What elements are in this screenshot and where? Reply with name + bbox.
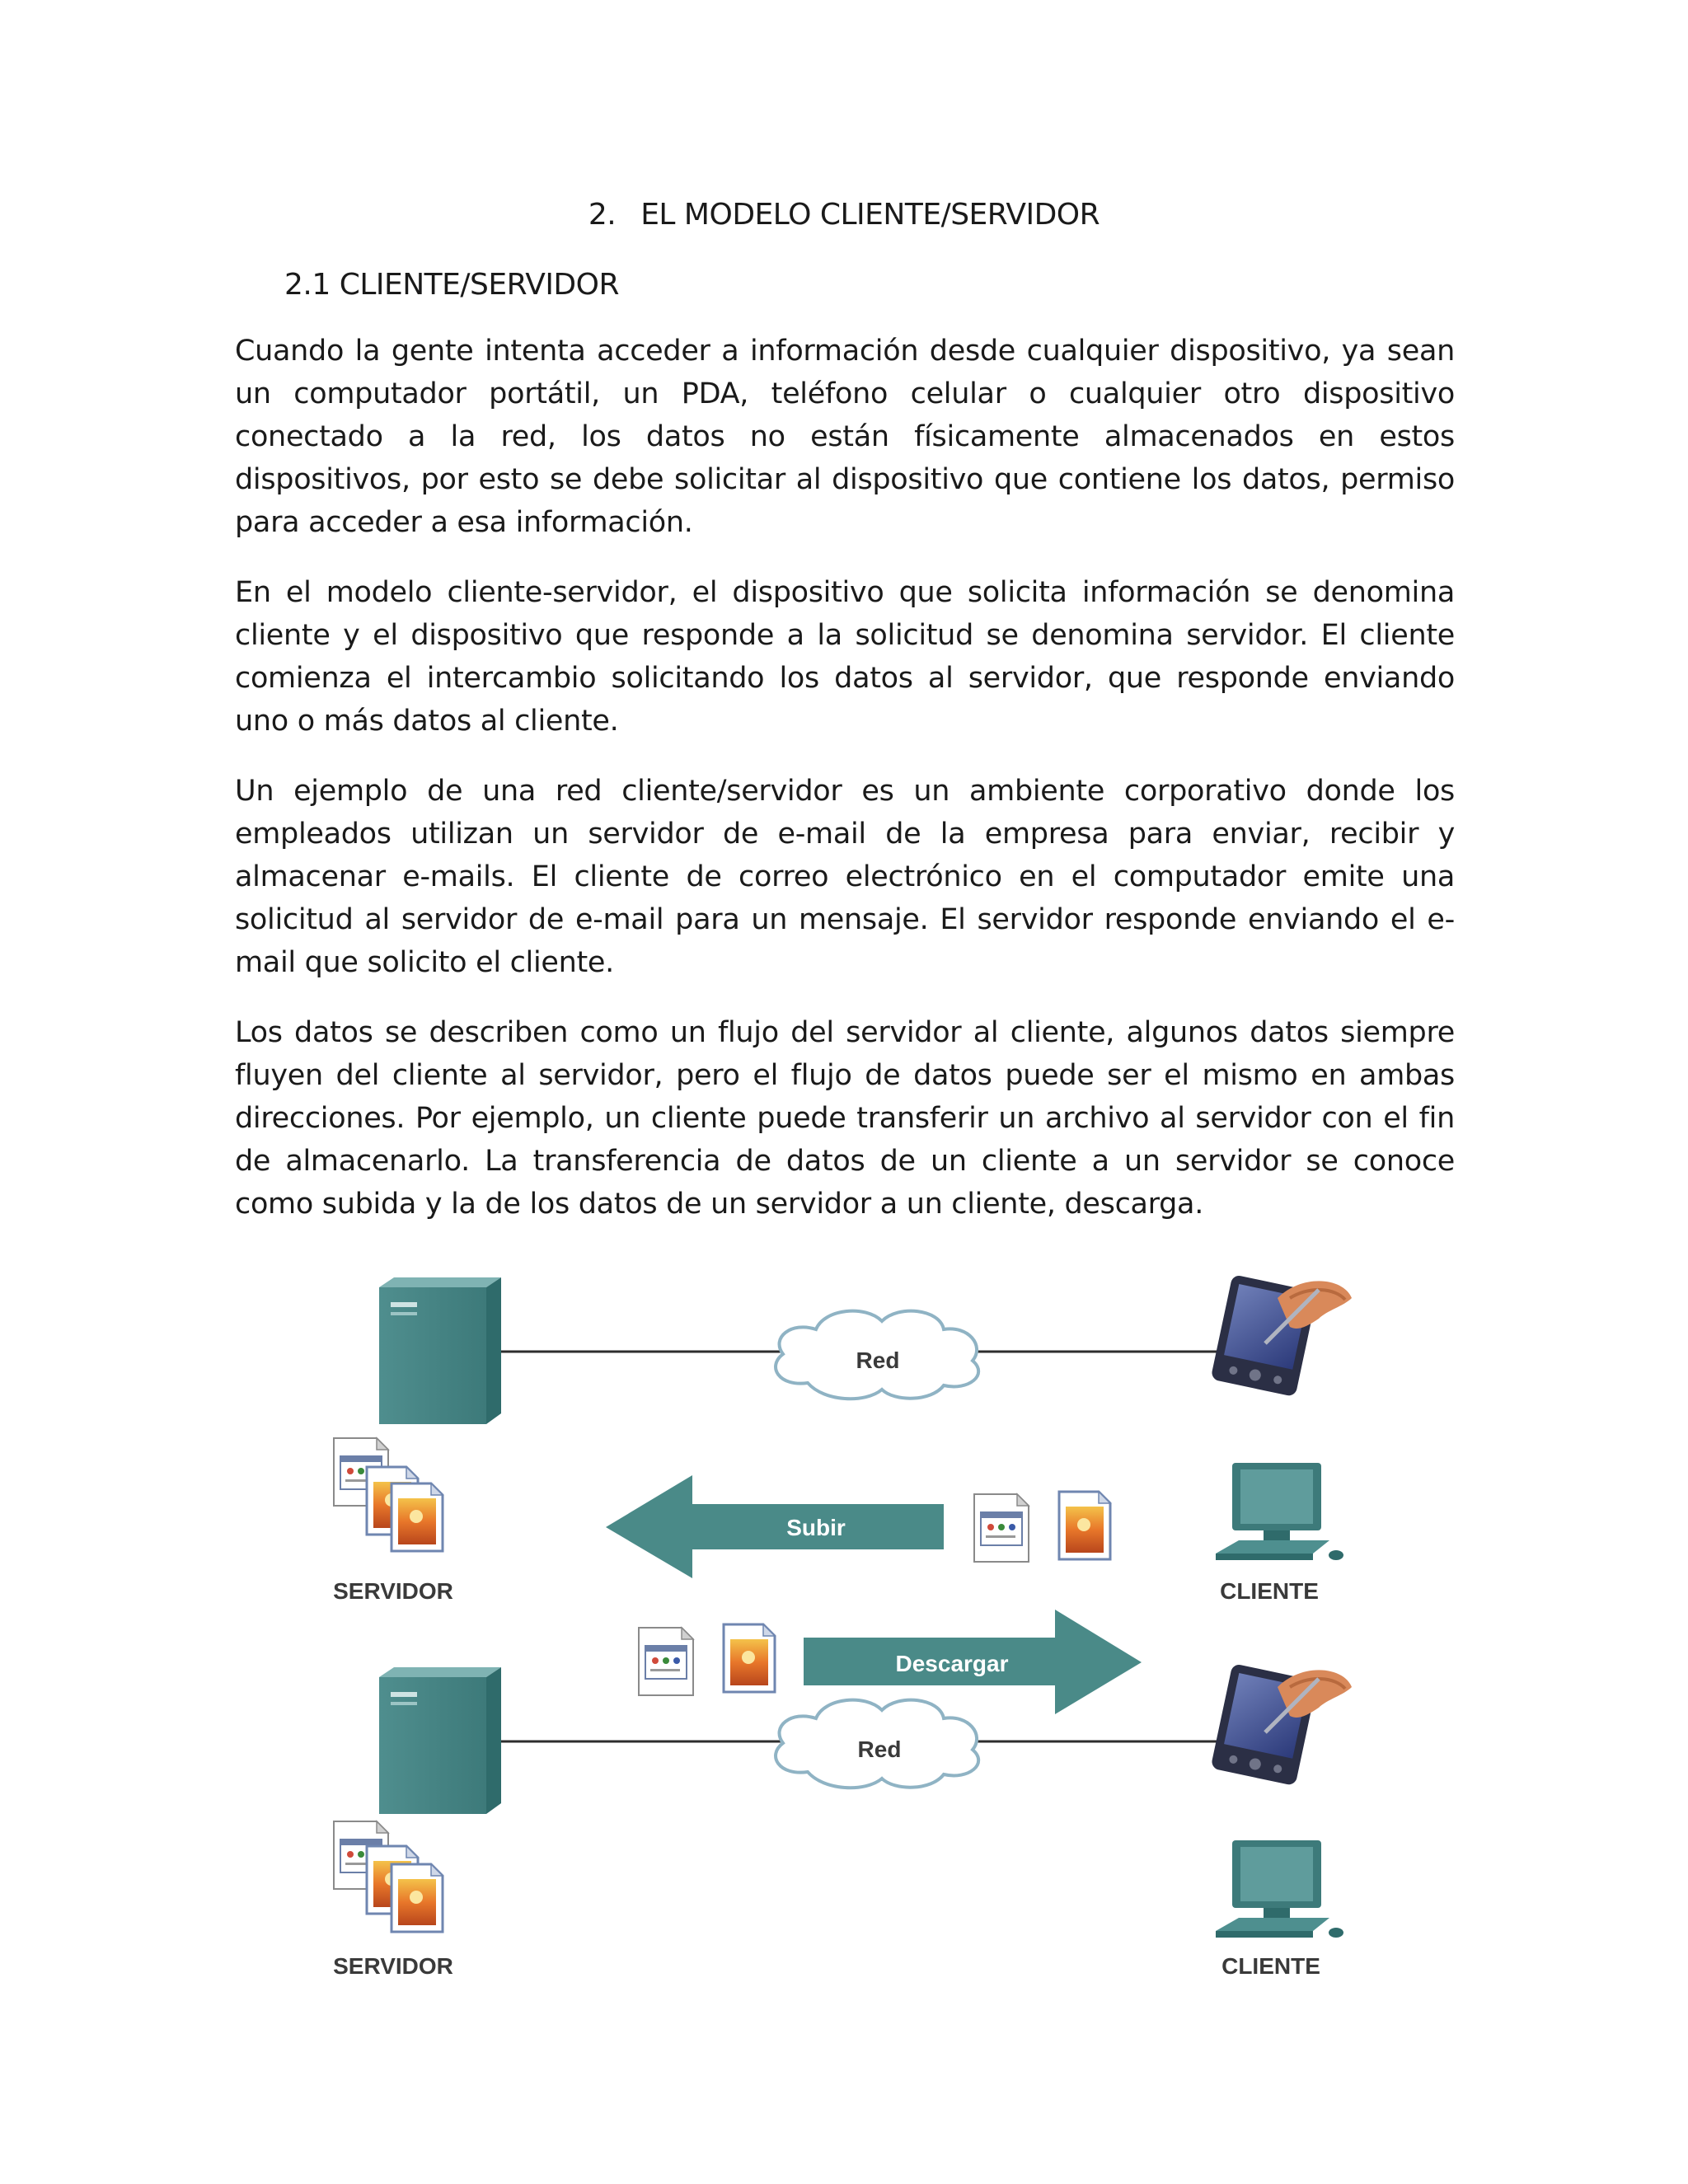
diagram-svg [297,1265,1385,1982]
upload-arrow [606,1475,944,1578]
paragraph: Los datos se describen como un flujo del servidor al cliente, algunos datos siempre fluyen del cliente al servidor, pero el flujo de datos puede ser el mismo en ambas direcciones. Por ejemplo, un cliente puede transferir un archivo al servidor con el fin de almacenarlo. La transferencia de datos de un cliente a un servidor se conoce como subida y la de los datos de un servidor a un cliente, descarga. [235,1016,1455,1221]
image-file-icon [1059,1492,1110,1559]
section-number: 2. [588,198,617,232]
server-icon [379,1277,501,1424]
client-server-diagram [297,1265,1385,1982]
section-title: EL MODELO CLIENTE/SERVIDOR [640,198,1100,232]
server-icon [379,1667,501,1814]
paragraph: En el modelo cliente-servidor, el dispositivo que solicita información se denomina cliente y el dispositivo que responde a la solicitud se denomina servidor. El cliente comienza el intercambio solicitando los datos al servidor, que responde enviando uno o más datos al cliente. [235,576,1455,738]
server-label: SERVIDOR [333,1953,453,1979]
cloud-label: Red [857,1736,902,1762]
cloud-label: Red [856,1347,900,1373]
section-heading [0,195,1688,235]
computer-icon [1216,1463,1343,1560]
image-file-icon [392,1483,443,1551]
client-label: CLIENTE [1220,1578,1319,1604]
pda-icon [1211,1663,1352,1786]
body-text [235,330,1455,1253]
paragraph: Cuando la gente intenta acceder a información desde cualquier dispositivo, ya sean un computador portátil, un PDA, teléfono celular o cualquier otro dispositivo conectado a la red, los datos no están físicamente almacenados en estos dispositivos, por esto se debe solicitar al dispositivo que contiene los datos, permiso para acceder a esa información. [235,335,1455,539]
server-label: SERVIDOR [333,1578,453,1604]
upload-arrow-label: Subir [786,1515,846,1540]
image-file-icon [724,1624,775,1692]
document-icon [974,1494,1029,1562]
subsection-heading: 2.1 CLIENTE/SERVIDOR [284,268,620,302]
client-label: CLIENTE [1221,1953,1320,1979]
computer-icon [1216,1840,1343,1938]
image-file-icon [392,1864,443,1932]
download-arrow-label: Descargar [895,1651,1009,1676]
paragraph: Un ejemplo de una red cliente/servidor es un ambiente corporativo donde los empleados utilizan un servidor de e-mail de la empresa para enviar, recibir y almacenar e-mails. El cliente de correo electrónico en el computador emite una solicitud al servidor de e-mail para un mensaje. El servidor responde enviando el e-mail que solicito el cliente. [235,775,1455,979]
pda-icon [1211,1274,1352,1397]
document-icon [639,1628,693,1695]
